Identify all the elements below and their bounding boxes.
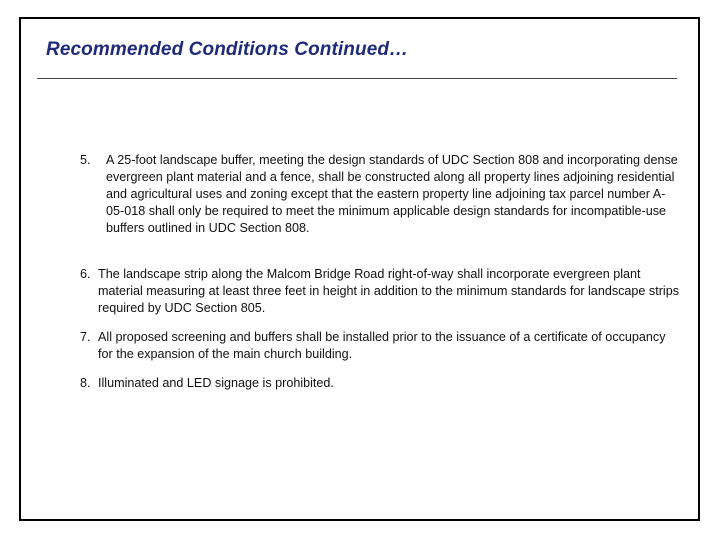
condition-number: 8. [80,376,91,390]
condition-text: The landscape strip along the Malcom Bridge Road right-of-way shall incorporate evergreen plant material measuring at least three feet in height in addition to the minimum standards for landscape strips required by UDC Section 805. [98,267,680,315]
condition-text: Illuminated and LED signage is prohibited. [98,376,334,390]
slide-frame [19,17,700,521]
condition-text: All proposed screening and buffers shall be installed prior to the issuance of a certificate of occupancy for the expansion of the main church building. [98,330,666,361]
condition-number: 6. [80,267,91,281]
title-divider [37,78,677,79]
condition-text: A 25-foot landscape buffer, meeting the design standards of UDC Section 808 and incorporating dense evergreen plant material and a fence, shall be constructed along all property lines adjoining residential and agricultural uses and zoning except that the eastern property line adjoining tax parcel number A-05-018 shall only be required to meet the minimum applicable design standards for incompatible-use buffers outlined in UDC Section 808. [106,153,678,235]
condition-number: 5. [80,153,91,167]
slide-title: Recommended Conditions Continued… [46,39,409,60]
condition-number: 7. [80,330,91,344]
